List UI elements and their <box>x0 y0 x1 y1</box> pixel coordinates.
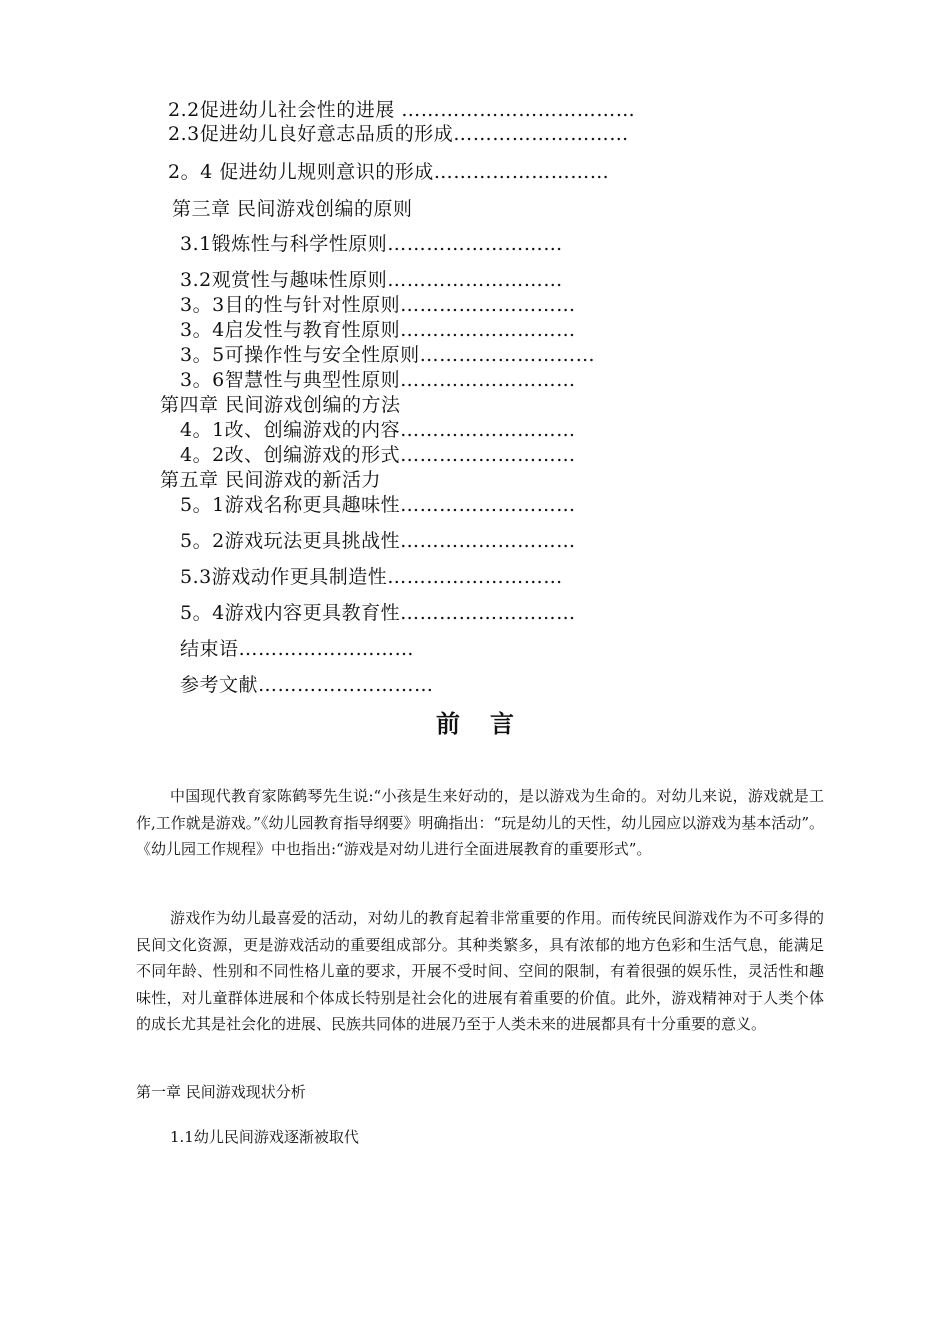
toc-entry-3-4: 3。4启发性与教育性原则……………………… <box>180 319 576 341</box>
toc-entry-5-2: 5。2游戏玩法更具挑战性……………………… <box>180 530 576 552</box>
preface-paragraph-2: 游戏作为幼儿最喜爱的活动，对幼儿的教育起着非常重要的作用。而传统民间游戏作为不可多得的民间文化资源，更是游戏活动的重要组成部分。其种类繁多，具有浓郁的地方色彩和生活气息，能满足不同年龄、性别和不同性格儿童的要求，开展不受时间、空间的限制，有着很强的娱乐性，灵活性和趣味性，对儿童群体进展和个体成长特别是社会化的进展有着重要的价值。此外，游戏精神对于人类个体的成长尤其是社会化的进展、民族共同体的进展乃至于人类未来的进展都具有十分重要的意义。 <box>136 909 824 1033</box>
chapter-1-title: 第一章 民间游戏现状分析 <box>136 1083 306 1101</box>
toc-chapter-4: 第四章 民间游戏创编的方法 <box>160 394 401 416</box>
toc-entry-3-6: 3。6智慧性与典型性原则……………………… <box>180 369 576 391</box>
toc-entry-4-2: 4。2改、创编游戏的形式……………………… <box>180 444 576 466</box>
toc-entry-3-1: 3.1锻炼性与科学性原则……………………… <box>180 233 563 255</box>
section-1-1-title: 1.1幼儿民间游戏逐渐被取代 <box>170 1128 359 1146</box>
toc-entry-3-5: 3。5可操作性与安全性原则……………………… <box>180 344 596 366</box>
toc-chapter-3: 第三章 民间游戏创编的原则 <box>172 198 413 220</box>
preface-title: 前言 <box>436 710 544 738</box>
preface-paragraph-1: 中国现代教育家陈鹤琴先生说:“小孩是生来好动的，是以游戏为生命的。对幼儿来说，游戏就是工作,工作就是游戏。”《幼儿园教育指导纲要》明确指出：“玩是幼儿的天性，幼儿园应以游戏为基本活动”。《幼儿园工作规程》中也指出:“游戏是对幼儿进行全面进展教育的重要形式”。 <box>136 787 824 858</box>
toc-references: 参考文献……………………… <box>180 674 434 696</box>
toc-entry-2-2: 2.2促进幼儿社会性的进展 ……………………………… <box>168 99 636 121</box>
toc-entry-5-1: 5。1游戏名称更具趣味性……………………… <box>180 494 576 516</box>
toc-entry-2-3: 2.3促进幼儿良好意志品质的形成……………………… <box>168 123 629 145</box>
toc-entry-3-2: 3.2观赏性与趣味性原则……………………… <box>180 269 563 291</box>
toc-entry-3-3: 3。3目的性与针对性原则……………………… <box>180 294 576 316</box>
toc-entry-5-3: 5.3游戏动作更具制造性……………………… <box>180 566 563 588</box>
toc-entry-4-1: 4。1改、创编游戏的内容……………………… <box>180 419 576 441</box>
toc-chapter-5: 第五章 民间游戏的新活力 <box>160 469 382 491</box>
toc-conclusion: 结束语……………………… <box>180 638 415 660</box>
toc-entry-2-4: 2。4 促进幼儿规则意识的形成……………………… <box>168 161 610 183</box>
toc-entry-5-4: 5。4游戏内容更具教育性……………………… <box>180 602 576 624</box>
